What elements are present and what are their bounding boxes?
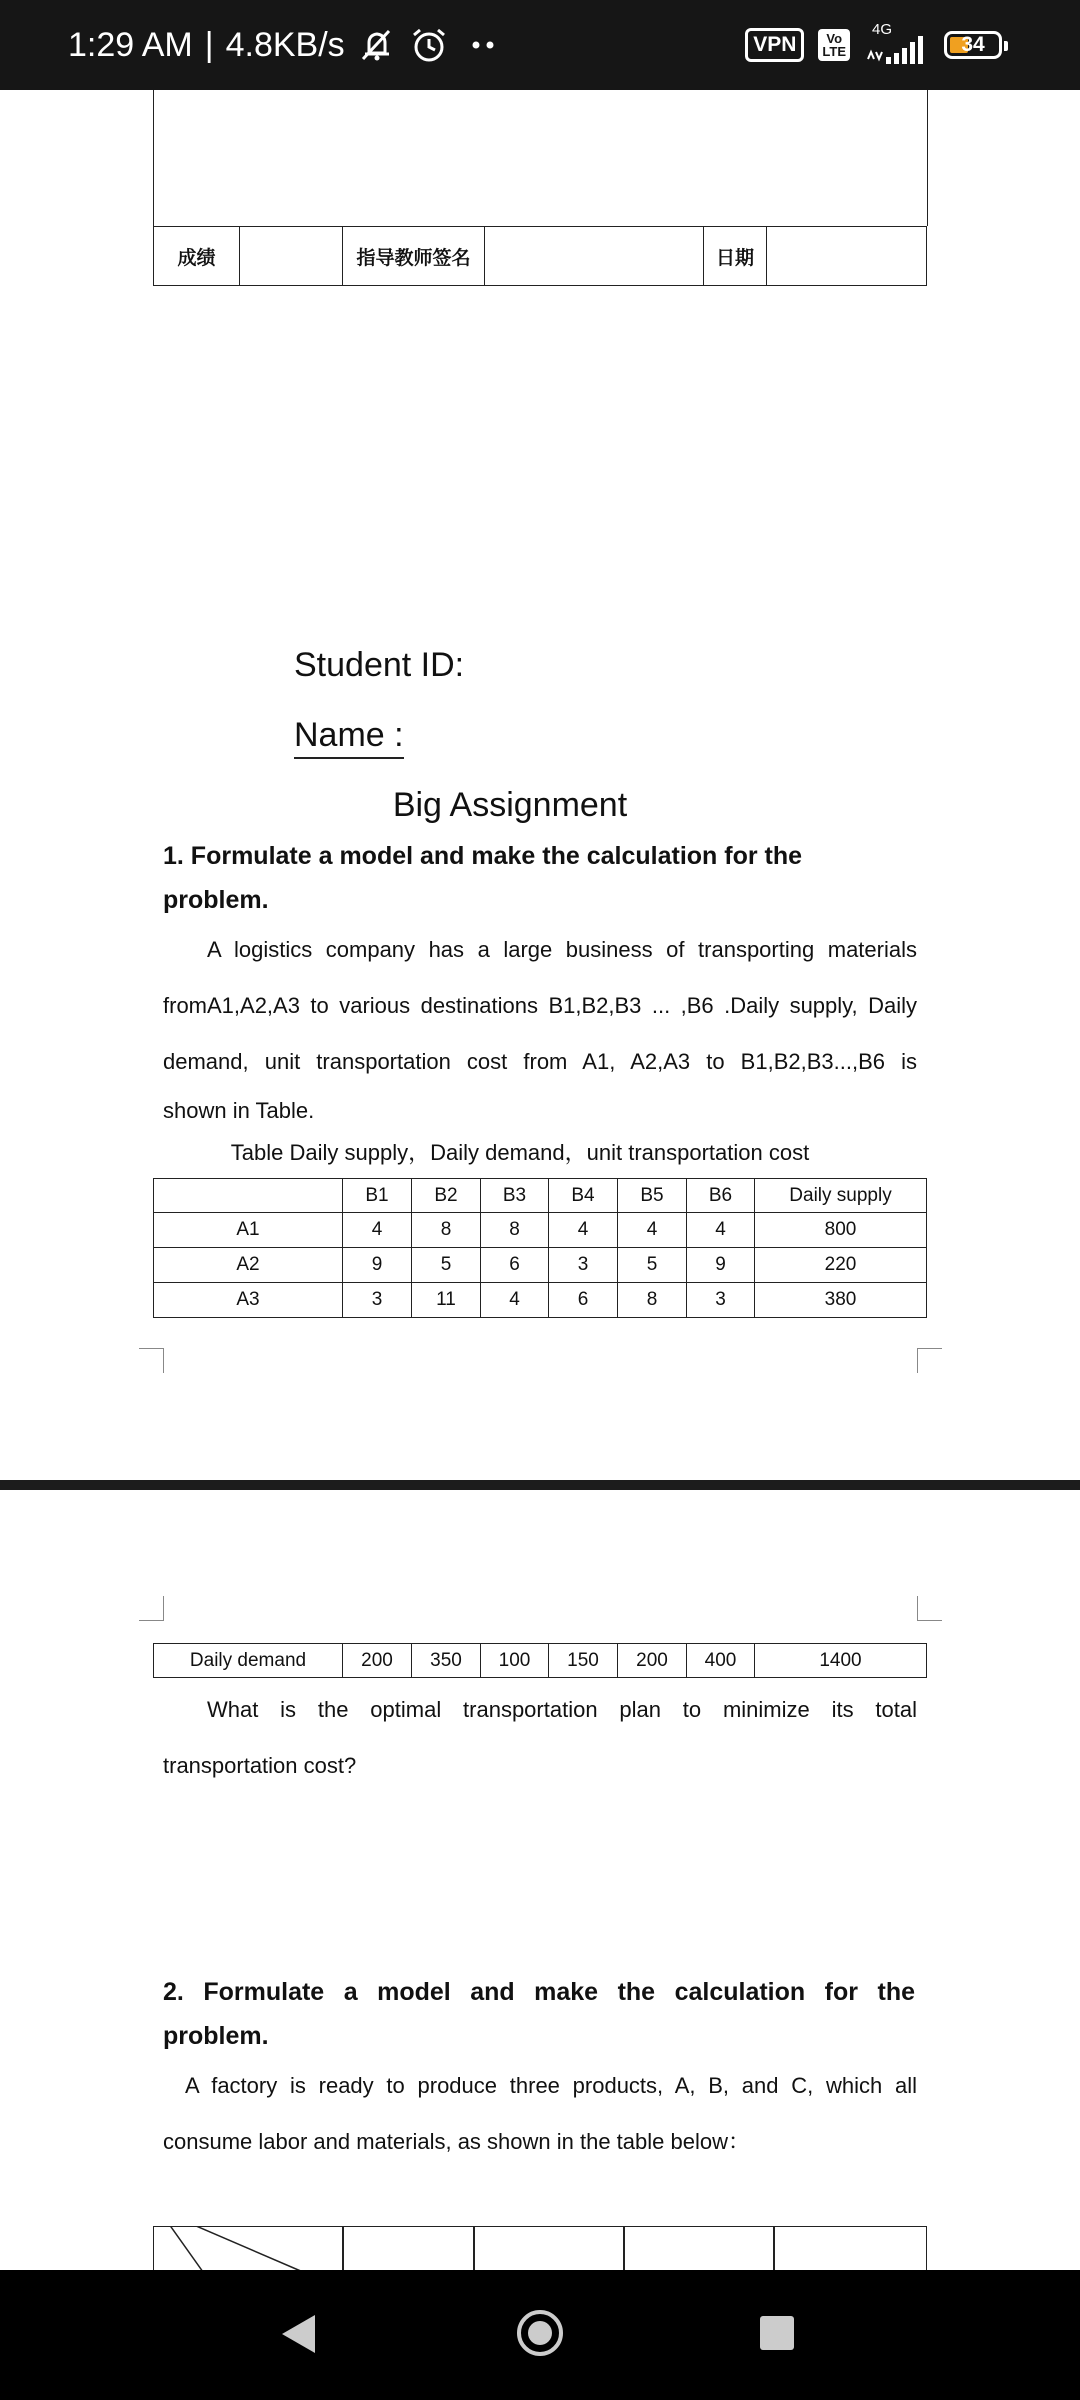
grade-value: [240, 227, 343, 286]
table-cell: 11: [412, 1283, 481, 1318]
q2-heading: 2. Formulate a model and make the calculation for the problem.: [163, 1978, 915, 2050]
page-title: Big Assignment: [392, 786, 628, 824]
table-cell: 9: [343, 1248, 412, 1283]
page-corner-mark: [139, 1348, 164, 1373]
table-cell: 4: [687, 1213, 755, 1248]
clock: 1:29 AM: [68, 25, 193, 64]
table-cell: 4: [618, 1213, 687, 1248]
table-header-row: [154, 1179, 927, 1213]
signal-icon: [864, 21, 930, 65]
table-cell: 800: [755, 1213, 927, 1248]
cost-table: [153, 1178, 927, 1318]
volte-badge: Vo LTE: [818, 29, 850, 61]
q1-heading: 1. Formulate a model and make the calculation for the problem.: [163, 842, 803, 914]
bell-muted-icon: [357, 27, 397, 63]
page-divider: [0, 1480, 1080, 1490]
battery-icon: 34: [944, 31, 1002, 59]
table-row: [154, 1283, 927, 1318]
page-corner-mark: [917, 1596, 942, 1621]
table-cell: 1400: [755, 1644, 927, 1678]
table-cell: 5: [618, 1248, 687, 1283]
student-name-label: Name :: [294, 716, 404, 759]
network-speed: 4.8KB/s: [225, 25, 345, 64]
table-row: [154, 1644, 927, 1678]
grade-table: [153, 226, 927, 286]
table-cell: 350: [412, 1644, 481, 1678]
demand-table: [153, 1643, 927, 1678]
table-cell: 150: [549, 1644, 618, 1678]
top-box: [153, 90, 928, 226]
table-cell: B5: [618, 1179, 687, 1213]
date-value: [767, 227, 927, 286]
page-corner-mark: [139, 1596, 164, 1621]
table-cell: 4: [549, 1213, 618, 1248]
network-type: 4G: [872, 21, 893, 38]
grade-label: 成绩: [154, 227, 240, 286]
status-bar: [0, 0, 1080, 90]
table-caption: Table Daily supply，Daily demand，unit transportation cost: [230, 1140, 810, 1165]
date-label: 日期: [704, 227, 767, 286]
table-cell: [154, 1179, 343, 1213]
table-cell: 9: [687, 1248, 755, 1283]
alarm-icon: [409, 26, 449, 64]
table-cell: 200: [618, 1644, 687, 1678]
q1-question: What is the optimal transportation plan to minimize its total transportation cost?: [163, 1697, 917, 1778]
vpn-badge: VPN: [745, 28, 804, 62]
student-id-label: Student ID:: [294, 646, 465, 684]
table-cell: B4: [549, 1179, 618, 1213]
more-dots-icon: [471, 40, 497, 50]
table-cell: 220: [755, 1248, 927, 1283]
table-cell: 4: [481, 1283, 549, 1318]
home-icon[interactable]: [517, 2310, 563, 2356]
table-cell: 100: [481, 1644, 549, 1678]
table-cell: 200: [343, 1644, 412, 1678]
table-cell: Daily demand: [154, 1644, 343, 1678]
recent-apps-icon[interactable]: [760, 2316, 794, 2350]
advisor-signature-label: 指导教师签名: [343, 227, 485, 286]
table-cell: 400: [687, 1644, 755, 1678]
advisor-signature-value: [485, 227, 704, 286]
table-row: [154, 1248, 927, 1283]
table-cell: B1: [343, 1179, 412, 1213]
table-cell: A2: [154, 1248, 343, 1283]
page-corner-mark: [917, 1348, 942, 1373]
table-cell: 6: [481, 1248, 549, 1283]
table-cell: B3: [481, 1179, 549, 1213]
table-cell: 3: [343, 1283, 412, 1318]
q1-paragraph: A logistics company has a large business of transporting materials fromA1,A2,A3 to various destinations B1,B2,B3 ... ,B6 .Daily supply, Daily demand, unit transportation cost from A1, A2,A3 to B1,B2,B3...,B6 is shown in Table.: [163, 937, 917, 1123]
q2-paragraph: A factory is ready to produce three products, A, B, and C, which all consume labor and materials, as shown in the table below：: [163, 2073, 917, 2154]
table-row: [154, 1213, 927, 1248]
back-icon[interactable]: [282, 2315, 315, 2353]
status-separator: |: [204, 25, 214, 64]
table-cell: 8: [481, 1213, 549, 1248]
table-cell: 380: [755, 1283, 927, 1318]
table-cell: B2: [412, 1179, 481, 1213]
table-cell: 6: [549, 1283, 618, 1318]
table-cell: 3: [687, 1283, 755, 1318]
table-cell: 4: [343, 1213, 412, 1248]
table-cell: Daily supply: [755, 1179, 927, 1213]
table-cell: A1: [154, 1213, 343, 1248]
table-cell: A3: [154, 1283, 343, 1318]
table-cell: 8: [618, 1283, 687, 1318]
table-cell: 3: [549, 1248, 618, 1283]
table-cell: 5: [412, 1248, 481, 1283]
table-cell: B6: [687, 1179, 755, 1213]
table-cell: 8: [412, 1213, 481, 1248]
